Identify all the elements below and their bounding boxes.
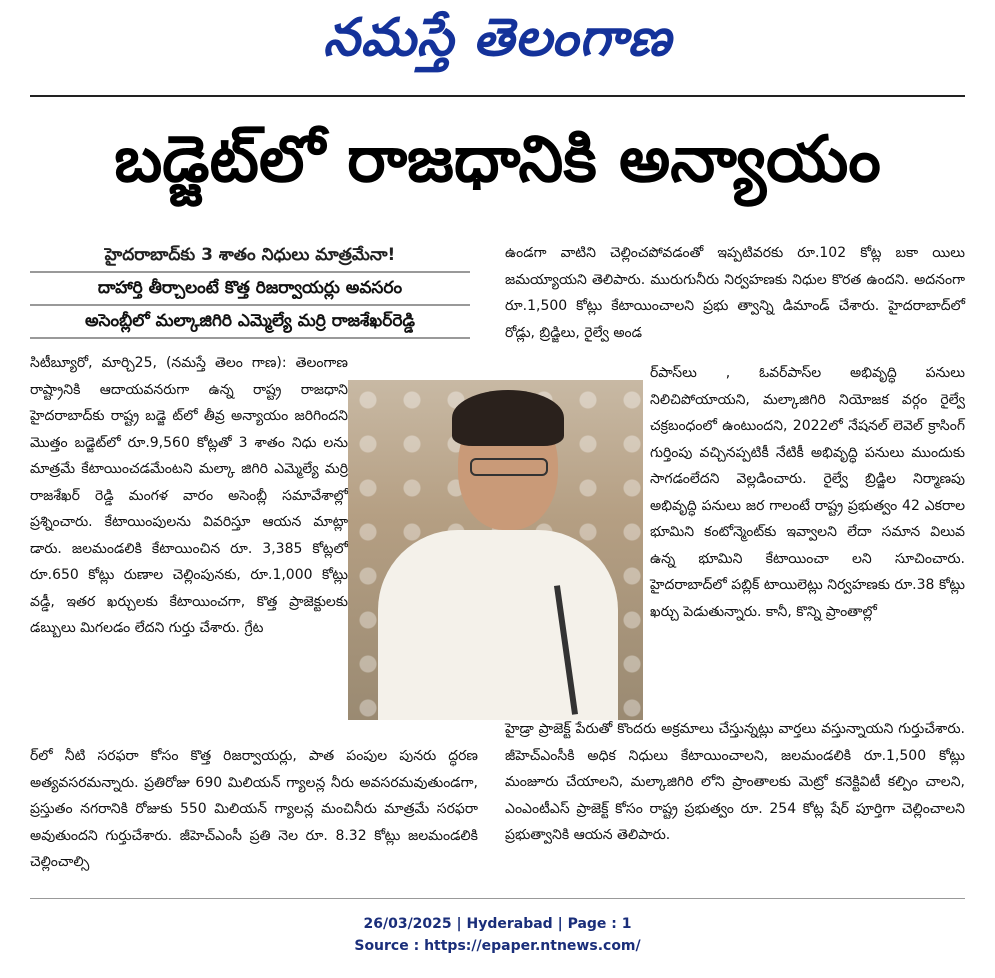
newspaper-logo: నమస్తే తెలంగాణ — [323, 7, 672, 68]
person-shirt — [378, 530, 618, 720]
footer-edition-info: 26/03/2025 | Hyderabad | Page : 1 — [363, 916, 632, 932]
right-column-bottom-text: హైడ్రా ప్రాజెక్ట్ పేరుతో కొందరు అక్రమాలు చేస్తున్నట్లు వార్తలు వస్తున్నాయని గుర్తుచేశారు. జీహెచ్‌ఎంసీకి అధిక నిధులు కేటాయించాలని, జలమండలికి రూ.1,500 కోట్లు మంజూరు చేయాలని, మల్కాజిగిరి లోని ప్రాంతాలకు మెట్రో కనెక్టివిటీ కల్పిం చాలని, ఎంఎంటీఎస్ ప్రాజెక్ట్ కోసం రాష్ట్ర ప్రభుత్వం రూ. 254 కోట్ల షేర్ పూర్తిగా చెల్లించాలని ప్రభుత్వానికి ఆయన తెలిపారు. — [505, 721, 965, 843]
headline: బడ్జెట్‌లో రాజధానికి అన్యాయం — [114, 123, 881, 197]
right-column-top — [505, 240, 965, 346]
subhead-2: దాహార్తి తీర్చాలంటే కొత్త రిజర్వాయర్లు అవసరం — [30, 273, 470, 306]
right-column-bottom — [505, 716, 965, 849]
divider — [30, 95, 965, 97]
right-column-wrap-text: ర్‌పాస్‌లు , ఓవర్‌పాస్‌ల అభివృద్ధి పనులు నిలిచిపోయాయని, మల్కాజిగిరి నియోజక వర్గం రైల్వే చక్రబంధంలో ఉంటుందని, 2022లో నేషనల్ లెవెల్ క్రాసింగ్ గుర్తింపు వచ్చినప్పటికీ నేటికీ అభివృద్ధి పనులు ముందుకు సాగడంలేదని వెల్లడించారు. రైల్వే బ్రిడ్జిల నిర్మాణపు అభివృద్ధి పనులు జర గాలంటే రాష్ట్ర ప్రభుత్వం 42 ఎకరాల భూమిని కంటోన్మెంట్‌కు ఇవ్వాలని లేదా సమాన విలువ ఉన్న భూమిని కేటాయించా లని సూచించారు. హైదరాబాద్‌లో పబ్లిక్ టాయిలెట్లు నిర్వహణకు రూ.38 కోట్లు ఖర్చు పెడుతున్నారు. కానీ, కొన్ని ప్రాంతాల్లో — [650, 365, 965, 620]
left-column-top — [30, 350, 348, 642]
mla-photo — [348, 380, 643, 720]
glasses-icon — [470, 458, 548, 476]
left-column-top-text: సిటీబ్యూరో, మార్చి25, (నమస్తే తెలం గాణ): తెలంగాణ రాష్ట్రానికి ఆదాయవనరుగా ఉన్న రాష్ట్ర రాజధాని హైదరాబాద్‌కు రాష్ట్ర బడ్జె ట్‌లో తీవ్ర అన్యాయం జరిగిందని మొత్తం బడ్జెట్‌లో రూ.9,560 కోట్లతో 3 శాతం నిధు లను మాత్రమే కేటాయించడమేంటని మల్కా జిగిరి ఎమ్మెల్యే మర్రి రాజశేఖర్ రెడ్డి మంగళ వారం అసెంబ్లీ సమావేశాల్లో ప్రశ్నించారు. కేటాయింపులను వివరిస్తూ ఆయన మాట్లా డారు. జలమండలికి కేటాయించిన రూ. 3,385 కోట్లలో రూ.650 కోట్లు రుణాల చెల్లింపునకు, రూ.1,000 కోట్లు వడ్డీ, ఇతర ఖర్చులకు కేటాయించగా, కొత్త ప్రాజెక్టులకు డబ్బులు మిగలడం లేదని గుర్తు చేశారు. గ్రేట — [30, 355, 348, 636]
footer-source-link[interactable]: Source : https://epaper.ntnews.com/ — [354, 938, 641, 954]
right-column-wrap — [650, 360, 965, 625]
right-column-top-text: ఉండగా వాటిని చెల్లించపోవడంతో ఇప్పటివరకు రూ.102 కోట్ల బకా యిలు జమయ్యాయని తెలిపారు. మురుగునీరు నిర్వహణకు నిధుల కొరత ఉందని. అదనంగా రూ.1,500 కోట్లు కేటాయించాలని ప్రభు త్వాన్ని డిమాండ్ చేశారు. హైదరాబాద్‌లో రోడ్లు, బ్రిడ్జిలు, రైల్వే అండ — [505, 245, 965, 341]
left-column-bottom — [30, 743, 478, 876]
subhead-1: హైదరాబాద్‌కు 3 శాతం నిధులు మాత్రమేనా! — [30, 240, 470, 273]
subhead-3: అసెంబ్లీలో మల్కాజిగిరి ఎమ్మెల్యే మర్రి రాజశేఖర్‌రెడ్డి — [30, 306, 470, 339]
subheads — [30, 240, 470, 339]
footer-divider — [30, 898, 965, 899]
left-column-bottom-text: ర్‌లో నీటి సరఫరా కోసం కొత్త రిజర్వాయర్లు, పాత పంపుల పునరు ద్ధరణ అత్యవసరమన్నారు. ప్రతిరోజు 690 మిలియన్ గ్యాలన్ల నీరు అవసరమవుతుండగా, ప్రస్తుతం నగరానికి రోజుకు 550 మిలియన్ గ్యాలన్ల మంచినీరు మాత్రమే సరఫరా అవుతుందని గుర్తుచేశారు. జీహెచ్‌ఎంసీ ప్రతి నెల రూ. 8.32 కోట్లు జలమండలికి చెల్లించాల్సి — [30, 748, 478, 870]
masthead — [0, 0, 995, 88]
person-hair — [452, 390, 564, 446]
